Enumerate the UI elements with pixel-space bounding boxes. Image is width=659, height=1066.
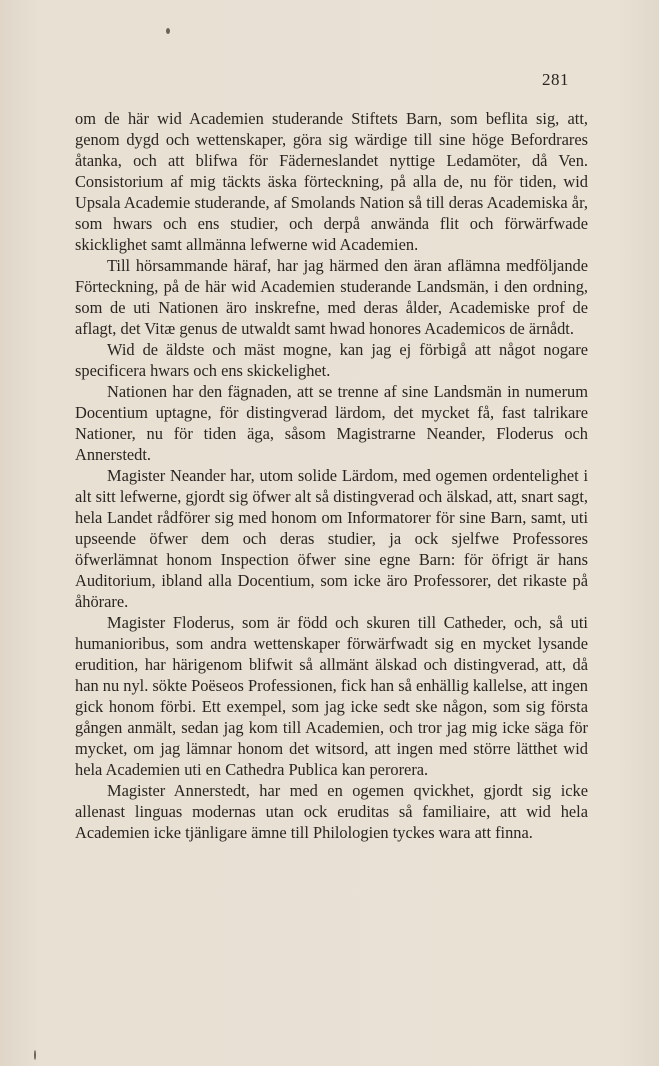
body-text (75, 108, 588, 843)
page-number: 281 (542, 70, 569, 89)
paragraph-3: Wid de äldste och mäst mogne, kan jag ej förbigå att något nogare specificera hwars och ens skickelighet. (75, 340, 588, 380)
ink-speck (34, 1050, 36, 1060)
paragraph-2: Till hörsammande häraf, har jag härmed den äran aflämna medföljande Förteckning, på de här wid Academien studerande Landsmän, i den ordning, som de uti Nationen äro inskrefne, med deras ålder, Academiske prof de aflagt, det Vitæ genus de utwaldt samt hwad honores Academicos de ärnådt. (75, 256, 588, 338)
paragraph-6: Magister Floderus, som är född och skuren till Catheder, och, så uti humanioribus, som andra wettenskaper förwärfwadt sig en mycket lysande erudition, har härigenom blifwit så allmänt älskad och distingverad, att, då han nu nyl. sökte Poëseos Professionen, fick han så enhällig kallelse, att ingen gick honom förbi. Ett exempel, som jag icke sedt ske någon, som sig första gången anmält, sedan jag kom till Academien, och tror jag mig icke säga för mycket, om jag lämnar honom det witsord, att ingen med större lätthet wid hela Academien uti en Cathedra Publica kan perorera. (75, 613, 589, 779)
paragraph-1: om de här wid Academien studerande Stiftets Barn, som beflita sig, att, genom dygd och wettenskaper, göra sig wärdige till sine höge Befordrares åtanka, och att blifwa för Fäderneslandet nyttige Ledamöter, då Ven. Consistorium af mig täckts äska förteckning, på alla de, nu för tiden, wid Upsala Academie studerande, af Smolands Nation så till deras Academiska år, som hwars och ens studier, och derpå anwända flit och förwärfwade skicklighet samt allmänna lefwerne wid Academien. (75, 109, 588, 254)
paragraph-7: Magister Annerstedt, har med en ogemen qvickhet, gjordt sig icke allenast linguas modernas utan ock eruditas så familiaire, att wid hela Academien icke tjänligare ämne till Philologien tyckes wara att finna. (75, 781, 588, 842)
paragraph-5: Magister Neander har, utom solide Lärdom, med ogemen ordentelighet i alt sitt lefwerne, gjordt sig öfwer alt så distingverad och älskad, att, snart sagt, hela Landet rådförer sig med honom om Informatorer för sine Barn, samt, uti upseende öfwer dem och deras studier, ja ock sjelfwe Professores öfwerlämnat honom Inspection öfwer sine egne Barn: för öfrigt är hans Auditorium, ibland alla Docentium, som icke äro Professorer, det rikaste på åhörare. (75, 466, 588, 611)
ink-speck (166, 28, 170, 34)
paragraph-4: Nationen har den fägnaden, att se trenne af sine Landsmän in numerum Docentium uptagne, för distingverad lärdom, det mycket få, fast talrikare Nationer, nu för tiden äga, såsom Magistrarne Neander, Floderus och Annerstedt. (75, 382, 588, 464)
